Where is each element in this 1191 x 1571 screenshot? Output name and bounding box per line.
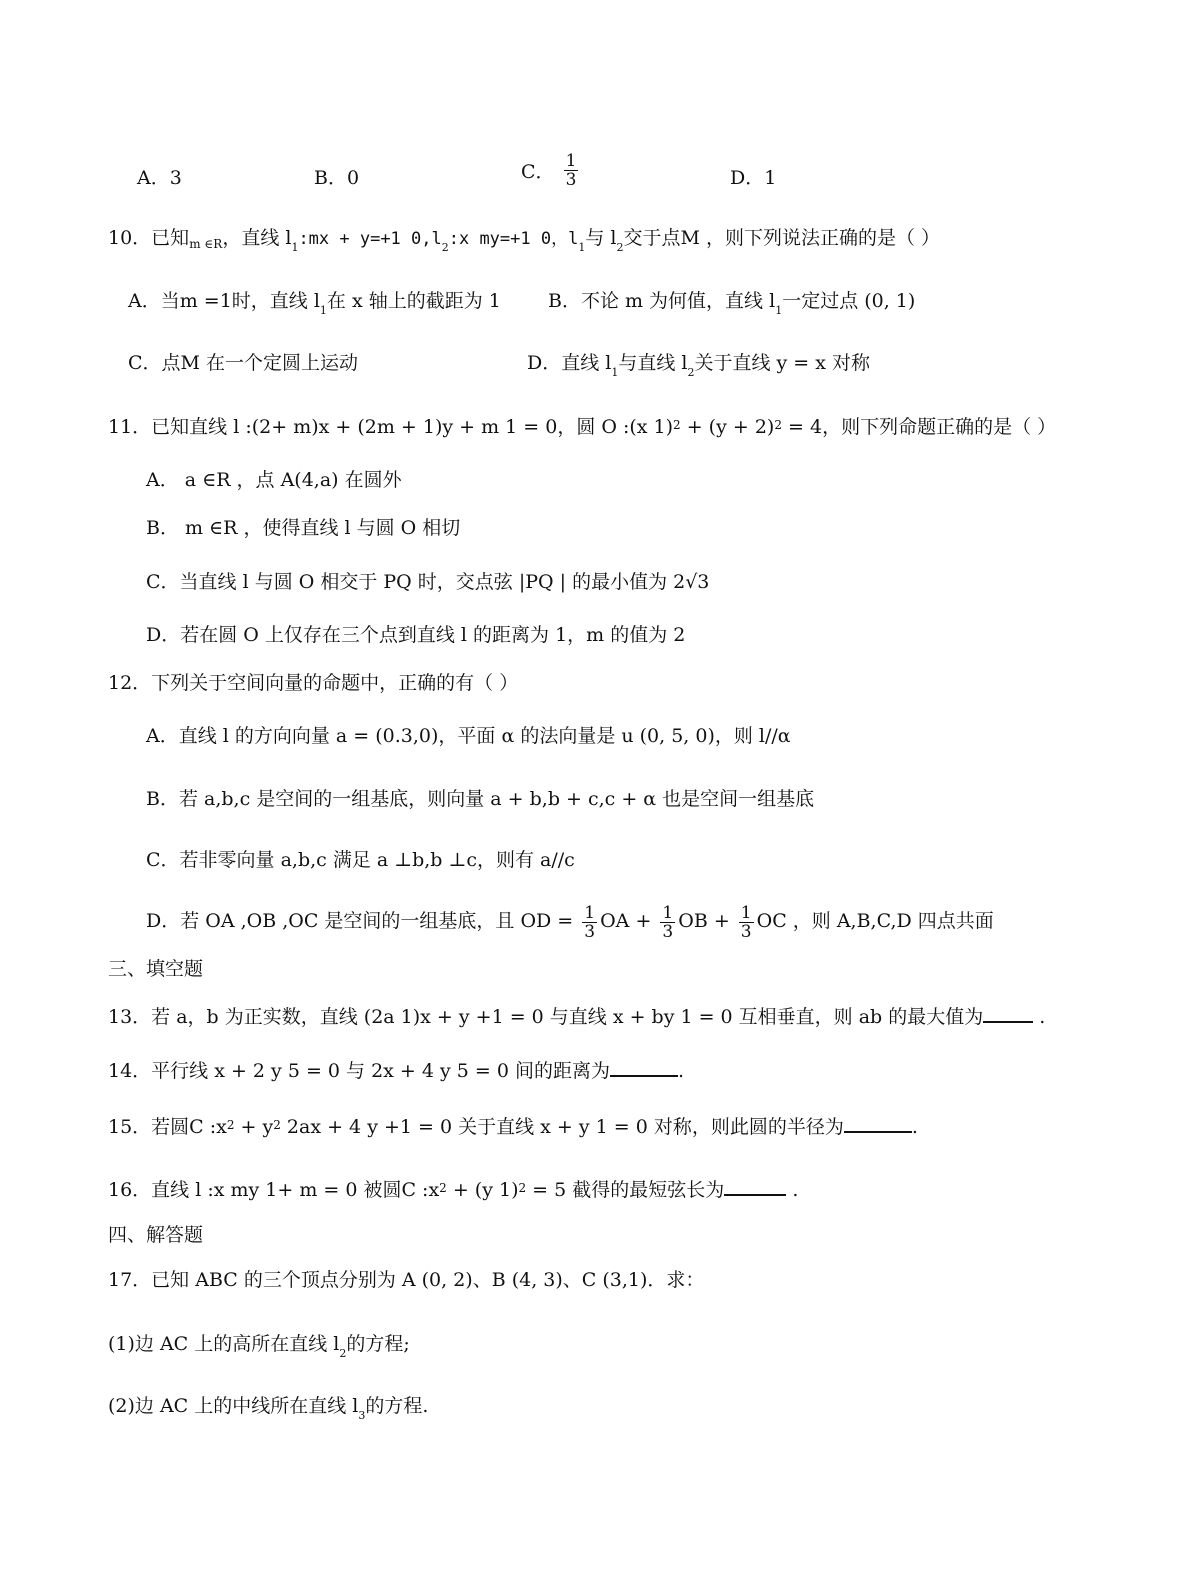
q9-option-c-prefix: C． [521, 161, 555, 183]
q11-option-c: C．当直线 l 与圆 O 相交于 PQ 时，交点弦 |PQ | 的最小值为 2√3 [146, 571, 710, 593]
q15-text-4: . [911, 1116, 918, 1138]
q16-text-2: + (y 1) [446, 1179, 519, 1201]
q15-text-2: + y [234, 1116, 274, 1138]
q14-text-2: . [678, 1060, 685, 1082]
fraction-denominator: 3 [565, 170, 577, 190]
q16 [108, 1174, 798, 1204]
fraction-denominator: 3 [584, 921, 596, 942]
subscript: 1 [611, 366, 619, 379]
fraction-numerator: 1 [565, 151, 577, 171]
q9-option-b: B．0 [314, 167, 360, 189]
q15 [108, 1111, 918, 1141]
answer-blank[interactable] [983, 1003, 1033, 1023]
fraction-denominator: 3 [662, 921, 674, 942]
subscript: 2 [616, 241, 624, 254]
q9-option-d: D．1 [730, 167, 777, 189]
q9-option-c [521, 152, 581, 189]
fraction [739, 904, 754, 941]
q10-option-a [128, 287, 501, 325]
q11-stem-b: + (y + 2) [680, 416, 775, 438]
q17-stem: 17．已知 ABC 的三个顶点分别为 A (0, 2)、B (4, 3)、C (3,1)．求： [108, 1269, 705, 1291]
q17-part-2-text-a: (2)边 AC 上的中线所在直线 l [108, 1395, 359, 1417]
q12-option-d-text-4: OC ，则 A,B,C,D 四点共面 [756, 910, 994, 932]
q11-stem-a: 11．已知直线 l :(2+ m)x + (2m + 1)y + m 1 = 0，圆 O :(x 1) [108, 416, 674, 438]
fraction-numerator: 1 [584, 902, 596, 923]
q10-option-b-text-2: 一定过点 (0, 1) [782, 290, 916, 312]
q10-stem-d: :x my=+1 0，l [448, 229, 579, 249]
q10-stem-c: :mx + y=+1 0,l [298, 229, 442, 249]
q10-option-a-text-1: A．当m =1时，直线 l [128, 290, 320, 312]
section-heading-fill-in: 三、填空题 [108, 958, 204, 980]
superscript: 2 [518, 1181, 527, 1195]
superscript: 2 [439, 1181, 447, 1195]
q15-text-1: 15．若圆C :x [108, 1116, 227, 1138]
subscript: 2 [441, 241, 449, 254]
q17-part-2-text-b: 的方程. [365, 1395, 429, 1417]
answer-blank[interactable] [724, 1176, 786, 1196]
q12-option-a: A．直线 l 的方向向量 a = (0.3,0)，平面 α 的法向量是 u (0, 5, 0)，则 l//α [146, 725, 791, 747]
q10-condition: m ∈R [189, 237, 223, 251]
q10-stem-e: 与 l [585, 227, 617, 249]
q10-stem-a: 10．已知 [108, 227, 190, 249]
section-heading-solutions: 四、解答题 [108, 1224, 204, 1246]
subscript: 1 [775, 304, 783, 317]
q11-stem-c: = 4，则下列命题正确的是（ ） [781, 416, 1057, 438]
q11-option-b: B． m ∈R ，使得直线 l 与圆 O 相切 [146, 517, 461, 539]
q11-option-d: D．若在圆 O 上仅存在三个点到直线 l 的距离为 1，m 的值为 2 [146, 624, 686, 646]
q12-stem: 12．下列关于空间向量的命题中，正确的有（ ） [108, 672, 519, 694]
q10-option-b-text-1: B．不论 m 为何值，直线 l [548, 290, 776, 312]
q10-option-d-text-2: 与直线 l [618, 352, 688, 374]
q12-option-d-text-2: OA + [600, 910, 652, 932]
answer-blank[interactable] [610, 1057, 678, 1077]
q10-option-a-text-2: 在 x 轴上的截距为 1 [326, 290, 501, 312]
fraction-numerator: 1 [662, 902, 674, 923]
q12-option-b: B．若 a,b,c 是空间的一组基底，则向量 a + b,b + c,c + α 也是空间一组基底 [146, 788, 815, 810]
q16-text-1: 16．直线 l :x my 1+ m = 0 被圆C :x [108, 1179, 440, 1201]
superscript: 2 [273, 1118, 281, 1132]
q15-text-3: 2ax + 4 y +1 = 0 关于直线 x + y 1 = 0 对称，则此圆的半径为 [280, 1116, 844, 1138]
fraction [582, 904, 597, 941]
q16-text-4: . [786, 1179, 799, 1201]
fraction [660, 904, 675, 941]
q14-text-1: 14．平行线 x + 2 y 5 = 0 与 2x + 4 y 5 = 0 间的距离为 [108, 1060, 611, 1082]
q11-option-a: A． a ∈R ，点 A(4,a) 在圆外 [146, 469, 402, 491]
q10-option-d-text-1: D．直线 l [527, 352, 612, 374]
fraction-numerator: 1 [740, 902, 752, 923]
q10-stem [108, 224, 940, 262]
subscript: 1 [319, 304, 327, 317]
superscript: 2 [226, 1118, 235, 1132]
subscript: 3 [358, 1409, 366, 1422]
q12-option-d [146, 896, 994, 946]
q13 [108, 1003, 1045, 1031]
q12-option-c: C．若非零向量 a,b,c 满足 a ⊥b,b ⊥c，则有 a//c [146, 849, 575, 871]
q17-part-1-text-b: 的方程; [346, 1333, 410, 1355]
q10-option-d [527, 349, 870, 387]
q13-text-2: . [1033, 1006, 1046, 1028]
subscript: 2 [687, 366, 695, 379]
subscript: 1 [578, 241, 586, 254]
q10-stem-b: ，直线 l [222, 227, 292, 249]
q9-option-c-fraction [564, 152, 579, 189]
superscript: 2 [774, 418, 782, 432]
answer-blank[interactable] [844, 1113, 912, 1133]
q10-option-b [548, 287, 915, 325]
q17-part-1 [108, 1330, 410, 1368]
q11-stem [108, 411, 1056, 441]
q17-part-2 [108, 1392, 428, 1430]
q12-option-d-text-3: OB + [678, 910, 730, 932]
subscript: 1 [291, 241, 299, 254]
superscript: 2 [673, 418, 681, 432]
q14 [108, 1057, 684, 1085]
q12-option-d-text-1: D．若 OA ,OB ,OC 是空间的一组基底，且 OD = [146, 910, 574, 932]
q10-stem-f: 交于点M ，则下列说法正确的是（ ） [623, 227, 940, 249]
fraction-denominator: 3 [740, 921, 752, 942]
q10-option-c: C．点M 在一个定圆上运动 [128, 352, 359, 374]
q13-text-1: 13．若 a，b 为正实数，直线 (2a 1)x + y +1 = 0 与直线 x + by 1 = 0 互相垂直，则 ab 的最大值为 [108, 1006, 984, 1028]
q9-option-a: A．3 [137, 167, 182, 189]
q16-text-3: = 5 截得的最短弦长为 [526, 1179, 725, 1201]
q17-part-1-text-a: (1)边 AC 上的高所在直线 l [108, 1333, 340, 1355]
q10-option-d-text-3: 关于直线 y = x 对称 [694, 352, 871, 374]
subscript: 2 [339, 1347, 347, 1360]
